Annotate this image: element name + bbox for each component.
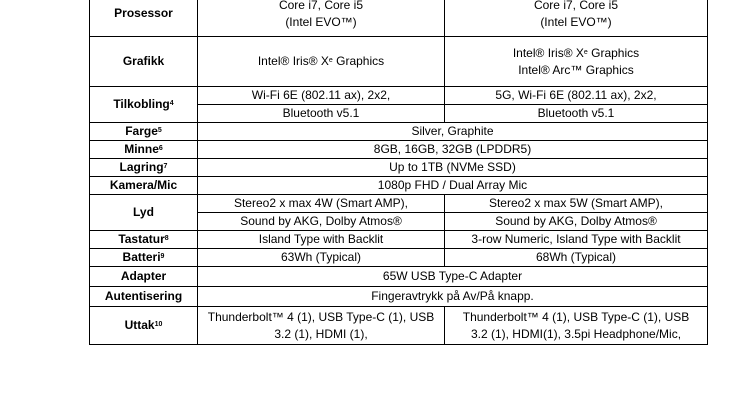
table-row <box>90 159 708 177</box>
row-label: Batteri$^9$ <box>90 249 198 267</box>
row-label: Autentisering <box>90 287 198 307</box>
table-row <box>90 267 708 287</box>
cell-col2: Thunderbolt™ 4 (1), USB Type-C (1), USB 3.2 (1), HDMI(1), 3.5pi Headphone/Mic, <box>445 307 708 345</box>
row-label: Tilkobling$^4$ <box>90 87 198 123</box>
row-label: Lyd <box>90 195 198 231</box>
table-row <box>90 307 708 345</box>
cell-col1: 63Wh (Typical) <box>198 249 445 267</box>
cell-col2: Intel® Iris® Xe Graphics Intel® Arc™ Graphics <box>445 37 708 87</box>
cell-merged: 65W USB Type-C Adapter <box>198 267 708 287</box>
row-label: Lagring$^7$ <box>90 159 198 177</box>
table-row <box>90 195 708 231</box>
cell-merged: Up to 1TB (NVMe SSD) <box>198 159 708 177</box>
cell-merged: Silver, Graphite <box>198 123 708 141</box>
cell-col1: Stereo2 x max 4W (Smart AMP), Sound by AKG, Dolby Atmos® <box>198 195 445 231</box>
row-label: Uttak$^{10}$ <box>90 307 198 345</box>
cell-merged: 1080p FHD / Dual Array Mic <box>198 177 708 195</box>
cell-col2: 68Wh (Typical) <box>445 249 708 267</box>
row-label: Adapter <box>90 267 198 287</box>
row-label: Kamera/Mic <box>90 177 198 195</box>
cell-merged: Fingeravtrykk på Av/På knapp. <box>198 287 708 307</box>
row-label: Prosessor <box>90 0 198 37</box>
table-row <box>90 0 708 37</box>
cell-col2: 5G, Wi-Fi 6E (802.11 ax), 2x2, Bluetooth v5.1 <box>445 87 708 123</box>
cell-col1: Island Type with Backlit <box>198 231 445 249</box>
row-label: Minne$^6$ <box>90 141 198 159</box>
table-row <box>90 177 708 195</box>
cell-col1: Intel® Iris® Xe Graphics <box>198 37 445 87</box>
cell-col1: Thunderbolt™ 4 (1), USB Type-C (1), USB 3.2 (1), HDMI (1), <box>198 307 445 345</box>
cell-col2: Core i7, Core i5 (Intel EVO™) <box>445 0 708 37</box>
table-row <box>90 37 708 87</box>
table-row <box>90 141 708 159</box>
cell-col1: Core i7, Core i5 (Intel EVO™) <box>198 0 445 37</box>
row-label: Farge$^5$ <box>90 123 198 141</box>
cell-col1: Wi-Fi 6E (802.11 ax), 2x2, Bluetooth v5.1 <box>198 87 445 123</box>
table-row <box>90 231 708 249</box>
table-row <box>90 87 708 123</box>
table-row <box>90 123 708 141</box>
row-label: Grafikk <box>90 37 198 87</box>
spec-table <box>89 0 708 345</box>
table-row <box>90 249 708 267</box>
row-label: Tastatur$^8$ <box>90 231 198 249</box>
table-row <box>90 287 708 307</box>
cell-col2: Stereo2 x max 5W (Smart AMP), Sound by AKG, Dolby Atmos® <box>445 195 708 231</box>
cell-col2: 3-row Numeric, Island Type with Backlit <box>445 231 708 249</box>
cell-merged: 8GB, 16GB, 32GB (LPDDR5) <box>198 141 708 159</box>
